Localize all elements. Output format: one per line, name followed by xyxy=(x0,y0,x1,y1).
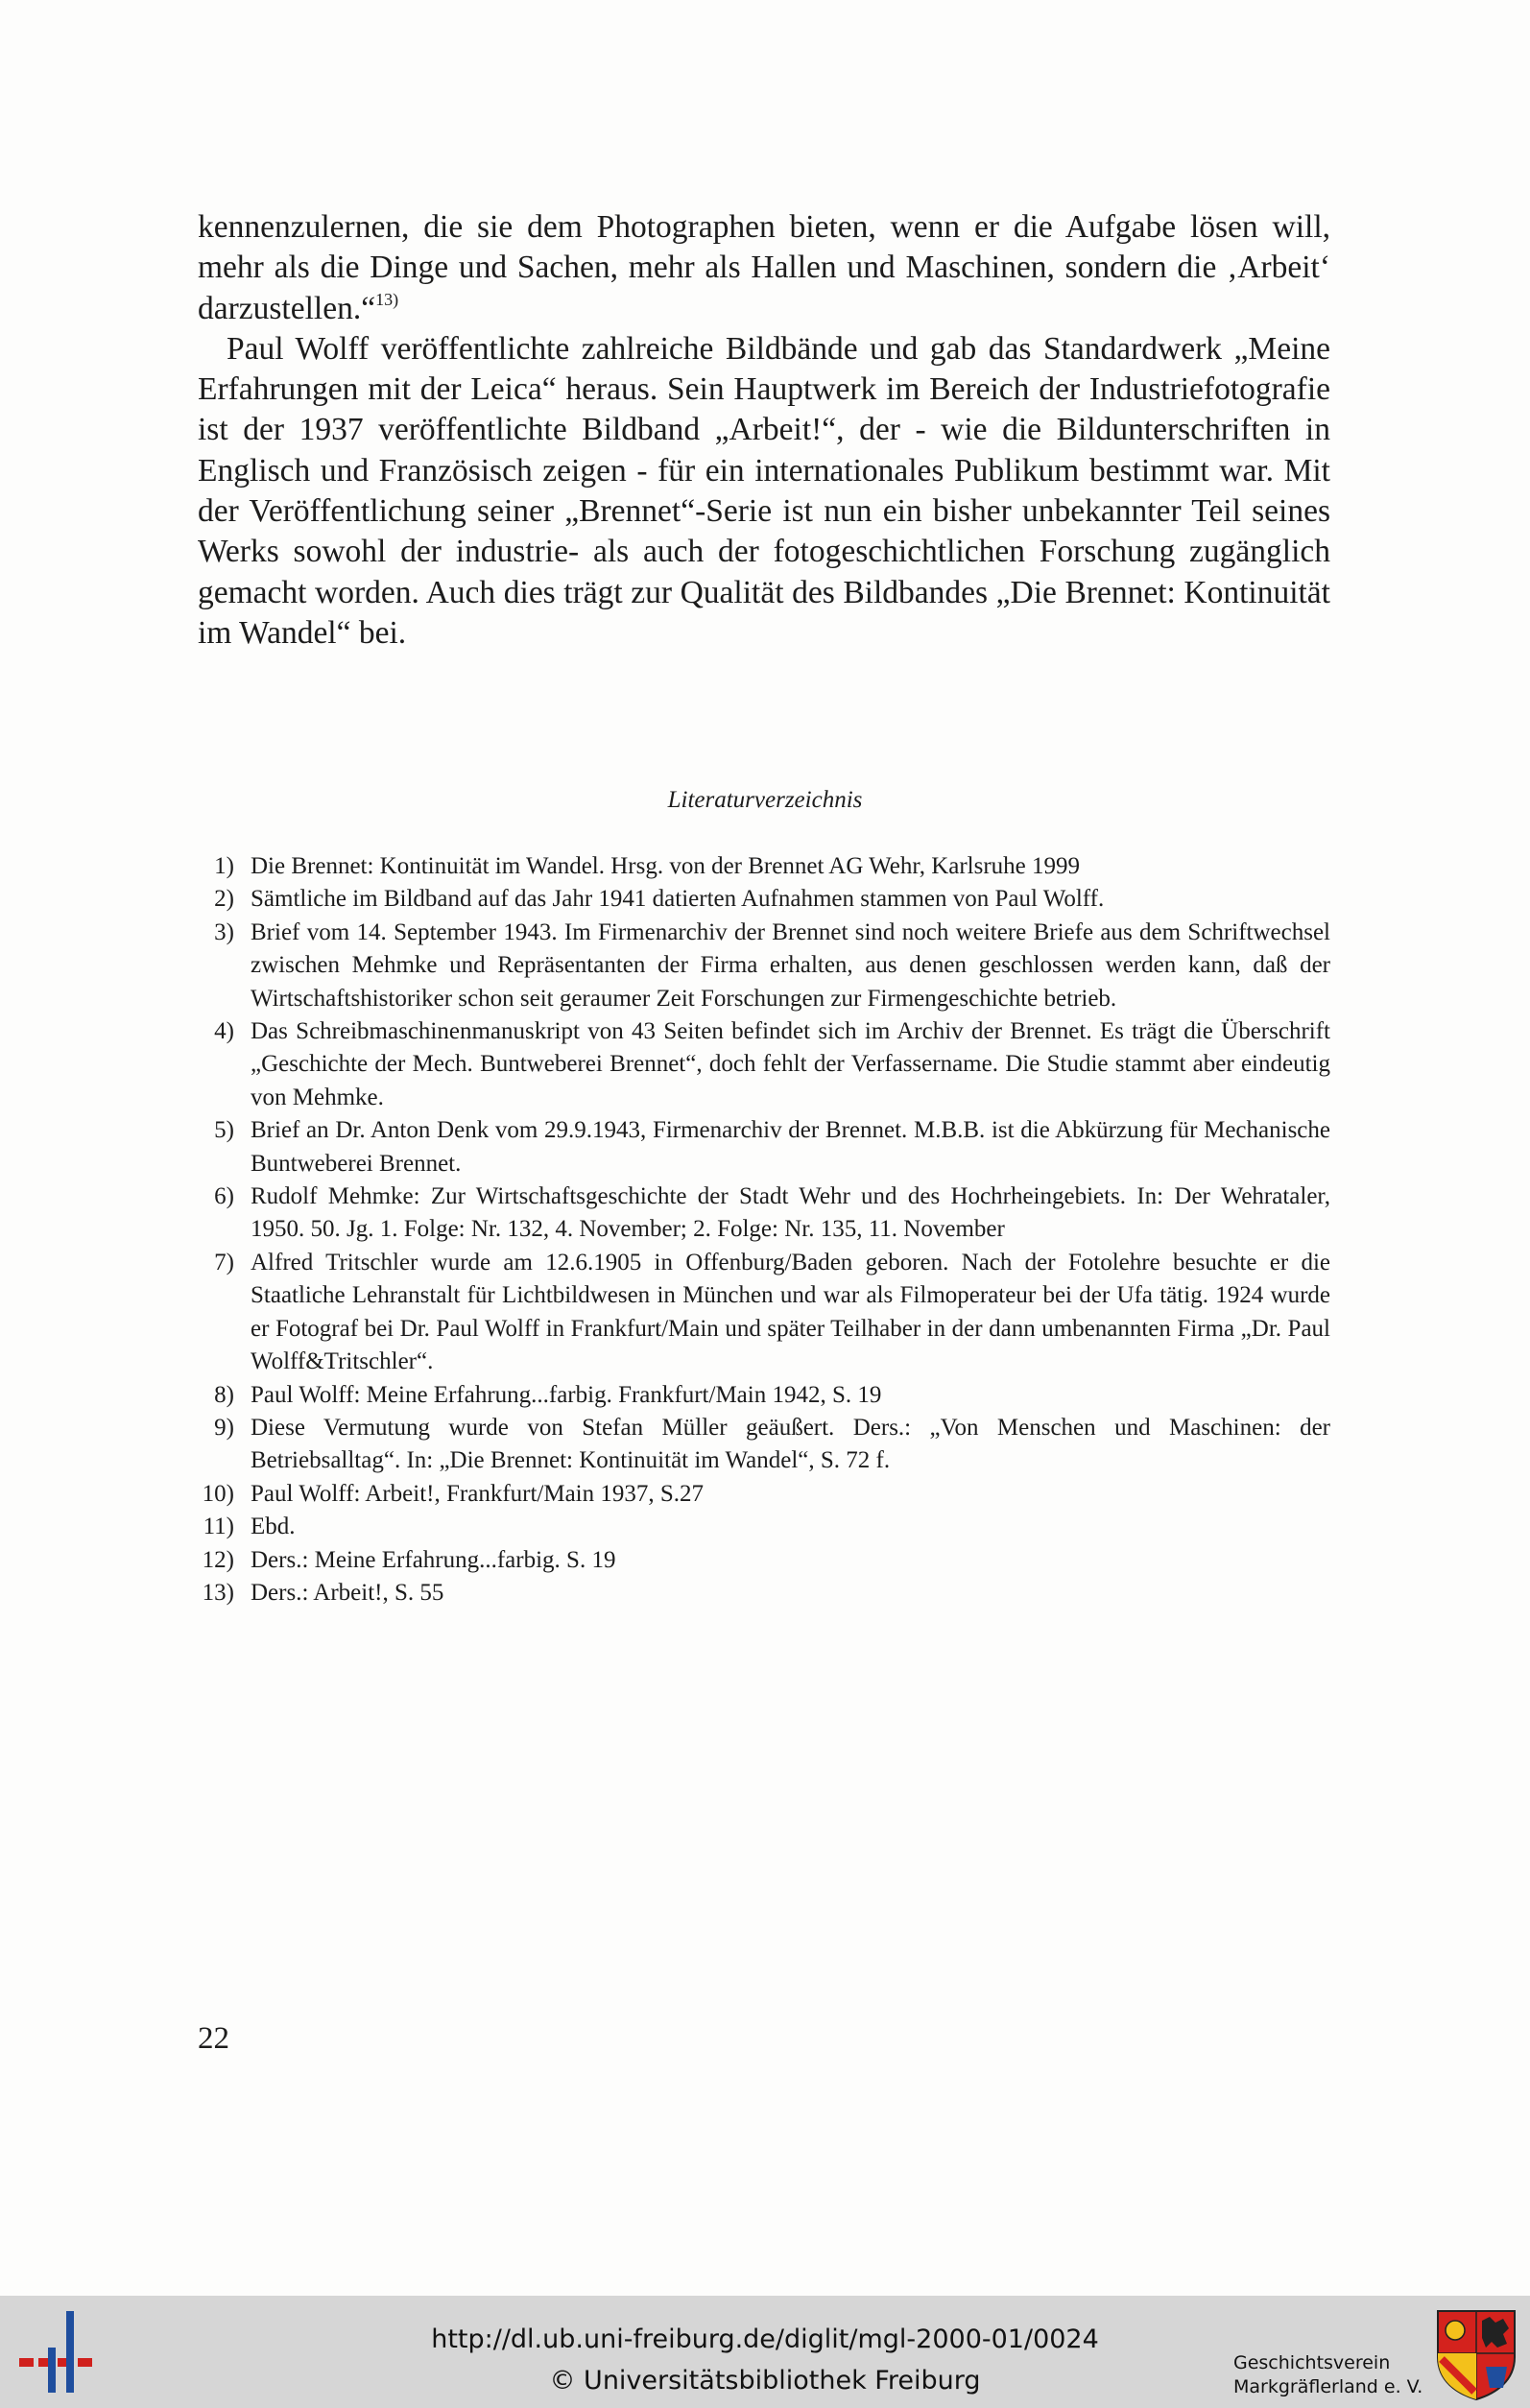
society-name xyxy=(1233,2351,1422,2399)
reference-text: Rudolf Mehmke: Zur Wirtschaftsgeschichte der Stadt Wehr und des Hochrheingebiets. In: Der Wehrataler, 1950. 50. Jg. 1. Folge: Nr. 132, 4. November; 2. Folge: Nr. 135, 11. November xyxy=(251,1183,1330,1243)
reference-number: 3) xyxy=(214,918,234,945)
body-text xyxy=(198,207,1330,654)
references-list xyxy=(198,850,1330,1609)
reference-text: Ebd. xyxy=(251,1514,296,1540)
paragraph-1 xyxy=(198,207,1330,329)
reference-number: 12) xyxy=(202,1546,234,1573)
reference-text: Ders.: Arbeit!, S. 55 xyxy=(251,1579,444,1606)
reference-item xyxy=(198,850,1330,883)
reference-item xyxy=(198,1412,1330,1478)
reference-item xyxy=(198,917,1330,1015)
reference-item xyxy=(198,1478,1330,1511)
reference-number: 11) xyxy=(203,1514,234,1540)
reference-item xyxy=(198,883,1330,916)
copyright-text: © Universitätsbibliothek Freiburg xyxy=(549,2366,981,2396)
reference-text: Ders.: Meine Erfahrung...farbig. S. 19 xyxy=(251,1546,616,1573)
reference-item xyxy=(198,1247,1330,1379)
reference-number: 8) xyxy=(214,1381,234,1408)
page-number: 22 xyxy=(198,2021,229,2056)
reference-text: Diese Vermutung wurde von Stefan Müller geäußert. Ders.: „Von Menschen und Maschinen: der Betriebsalltag“. In: „Die Brennet: Kontinuität im Wandel“, S. 72 f. xyxy=(251,1414,1330,1474)
reference-text: Sämtliche im Bildband auf das Jahr 1941 datierten Aufnahmen stammen von Paul Wolff. xyxy=(251,886,1105,913)
reference-number: 13) xyxy=(202,1579,234,1606)
reference-item xyxy=(198,1544,1330,1577)
reference-item xyxy=(198,1180,1330,1247)
reference-number: 2) xyxy=(214,886,234,913)
reference-text: Alfred Tritschler wurde am 12.6.1905 in Offenburg/Baden geboren. Nach der Fotolehre besuchte er die Staatliche Lehranstalt für Lichtbildwesen in München und war als Filmoperateur bei der Ufa tätig. 1924 wurde er Fotograf bei Dr. Paul Wolff in Frankfurt/Main und später Teilhaber in der dann umbenannten Firma „Dr. Paul Wolff&Tritschler“. xyxy=(251,1249,1330,1375)
reference-number: 7) xyxy=(214,1249,234,1276)
reference-item xyxy=(198,1114,1330,1180)
society-name-line-1: Geschichtsverein xyxy=(1233,2352,1391,2373)
permalink-url[interactable]: http://dl.ub.uni-freiburg.de/diglit/mgl-2000-01/0024 xyxy=(431,2325,1099,2354)
reference-item xyxy=(198,1511,1330,1543)
reference-number: 4) xyxy=(214,1018,234,1045)
reference-text: Das Schreibmaschinenmanuskript von 43 Seiten befindet sich im Archiv der Brennet. Es trägt die Überschrift „Geschichte der Mech. Buntweberei Brennet“, doch fehlt der Verfassername. Die Studie stammt aber eindeutig von Mehmke. xyxy=(251,1018,1330,1110)
reference-text: Brief an Dr. Anton Denk vom 29.9.1943, Firmenarchiv der Brennet. M.B.B. ist die Abkürzung für Mechanische Buntweberei Brennet. xyxy=(251,1117,1330,1177)
paragraph-1-text: kennenzulernen, die sie dem Photographen bieten, wenn er die Aufgabe lösen will, mehr als die Dinge und Sachen, mehr als Hallen und Maschinen, sondern die ‚Arbeit‘ darzustellen.“ xyxy=(198,209,1330,326)
reference-number: 6) xyxy=(214,1183,234,1210)
references-title: Literaturverzeichnis xyxy=(667,787,863,813)
reference-text: Brief vom 14. September 1943. Im Firmenarchiv der Brennet sind noch weitere Briefe aus dem Schriftwechsel zwischen Mehmke und Repräsentanten der Firma erhalten, aus denen geschlossen werden kann, daß der Wirtschaftshistoriker schon seit geraumer Zeit Forschungen zur Firmengeschichte betrieb. xyxy=(251,918,1330,1012)
reference-item xyxy=(198,1015,1330,1114)
reference-item xyxy=(198,1379,1330,1412)
reference-item xyxy=(198,1577,1330,1609)
reference-text: Paul Wolff: Meine Erfahrung...farbig. Frankfurt/Main 1942, S. 19 xyxy=(251,1381,882,1408)
reference-text: Die Brennet: Kontinuität im Wandel. Hrsg. von der Brennet AG Wehr, Karlsruhe 1999 xyxy=(251,853,1081,879)
reference-text: Paul Wolff: Arbeit!, Frankfurt/Main 1937, S.27 xyxy=(251,1480,705,1507)
reference-number: 5) xyxy=(214,1117,234,1144)
viewer-footer xyxy=(0,2296,1530,2408)
society-name-line-2: Markgräflerland e. V. xyxy=(1233,2376,1423,2397)
paragraph-2: Paul Wolff veröffentlichte zahlreiche Bildbände und gab das Standardwerk „Meine Erfahrungen mit der Leica“ heraus. Sein Hauptwerk im Bereich der Industriefotografie ist der 1937 veröffentlichte Bildband „Arbeit!“, der - wie die Bildunterschriften in Englisch und Französisch zeigen - für ein internationales Publikum bestimmt war. Mit der Veröffentlichung seiner „Brennet“-Serie ist nun ein bisher unbekannter Teil seines Werks sowohl der industrie- als auch der fotogeschichtlichen Forschung zugänglich gemacht worden. Auch dies trägt zur Qualität des Bildbandes „Die Brennet: Kontinuität im Wandel“ bei. xyxy=(198,330,1330,651)
reference-number: 10) xyxy=(202,1480,234,1507)
reference-number: 1) xyxy=(214,853,234,879)
society-crest-icon xyxy=(1436,2309,1517,2401)
reference-number: 9) xyxy=(214,1414,234,1441)
footnote-marker: 13) xyxy=(375,289,399,309)
